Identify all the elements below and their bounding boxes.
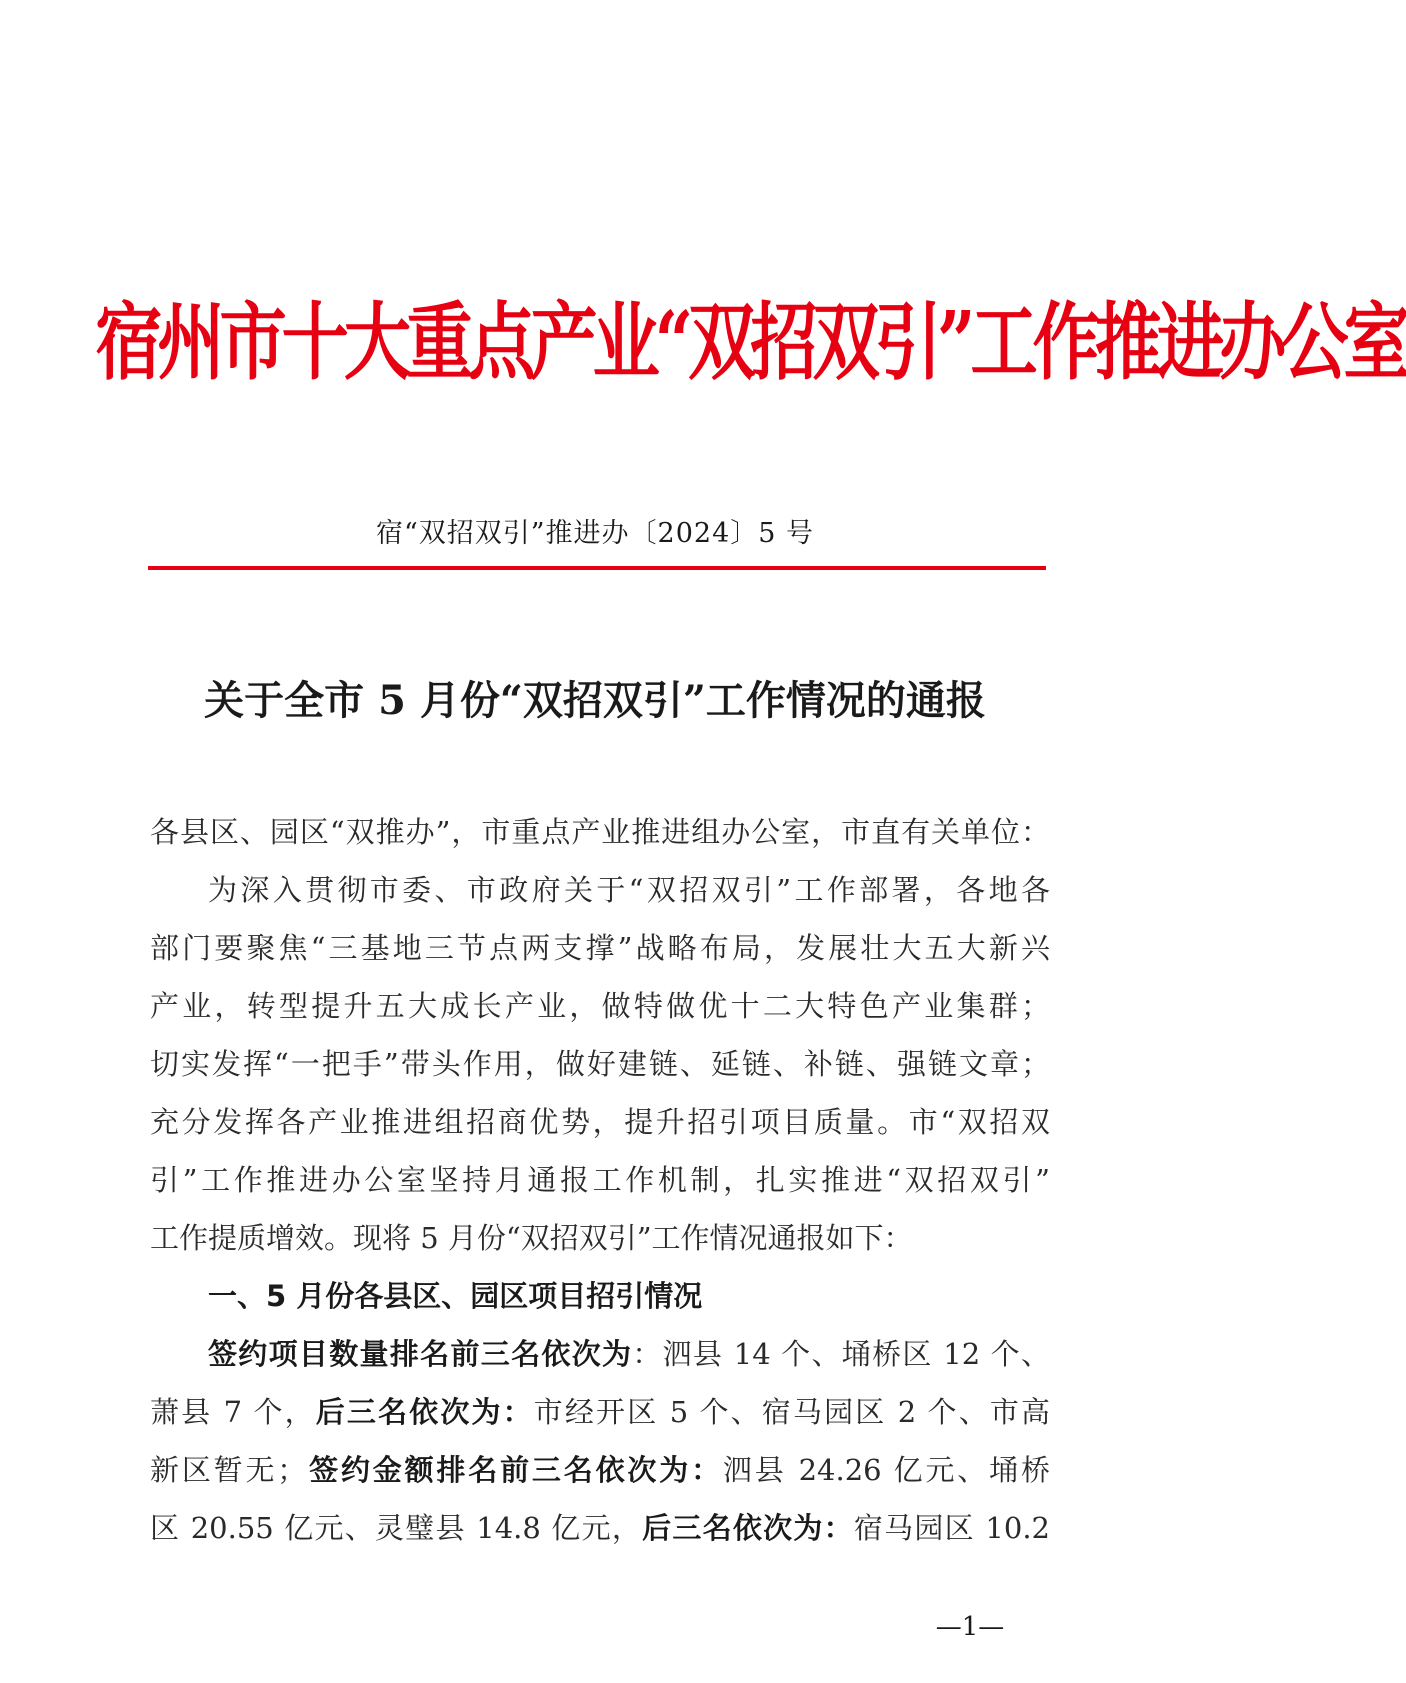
document-title: 关于全市 5 月份“双招双引”工作情况的通报 [204,677,986,724]
section-heading: 一、5 月份各县区、园区项目招引情况 [208,1279,703,1313]
bold-phrase: 签约项目数量排名前三名依次为 [208,1337,633,1371]
issuer-header: 宿州市十大重点产业“双招双引”工作推进办公室 [95,292,1406,392]
paragraph-line [208,1334,1050,1374]
page-number: —1— [935,1612,1005,1642]
paragraph-line: 产业，转型提升五大成长产业，做特做优十二大特色产业集群； [150,989,1050,1023]
document-number: 宿“双招双引”推进办〔2024〕5 号 [375,518,815,549]
bold-phrase: 签约金额排名前三名依次为： [306,1453,723,1487]
bold-phrase: 后三名依次为： [642,1511,854,1545]
paragraph-line: 部门要聚焦“三基地三节点两支撑”战略布局，发展壮大五大新兴 [150,931,1050,965]
text-span: 区 20.55 亿元、灵璧县 14.8 亿元， [150,1511,643,1545]
paragraph-line [150,1508,1050,1548]
red-divider-line [148,566,1046,570]
paragraph-line: 为深入贯彻市委、市政府关于“双招双引”工作部署，各地各 [208,873,1050,907]
text-span: 泗县 24.26 亿元、埇桥 [722,1453,1050,1487]
text-span: 市经开区 5 个、宿马园区 2 个、市高 [533,1395,1050,1429]
paragraph-line: 充分发挥各产业推进组招商优势，提升招引项目质量。市“双招双 [150,1105,1050,1139]
text-span: ：泗县 14 个、埇桥区 12 个、 [632,1337,1050,1371]
addressee-line: 各县区、园区“双推办”，市重点产业推进组办公室，市直有关单位： [150,815,1050,849]
paragraph-line [150,1450,1050,1490]
paragraph-line: 引”工作推进办公室坚持月通报工作机制，扎实推进“双招双引” [150,1163,1050,1197]
text-span: 宿马园区 10.2 [853,1511,1050,1545]
paragraph-line: 切实发挥“一把手”带头作用，做好建链、延链、补链、强链文章； [150,1047,1050,1081]
paragraph-line [150,1392,1050,1432]
text-span: 萧县 7 个， [150,1395,316,1429]
text-span: 新区暂无； [150,1453,307,1487]
paragraph-line: 工作提质增效。现将 5 月份“双招双引”工作情况通报如下： [150,1221,913,1255]
bold-phrase: 后三名依次为： [315,1395,534,1429]
